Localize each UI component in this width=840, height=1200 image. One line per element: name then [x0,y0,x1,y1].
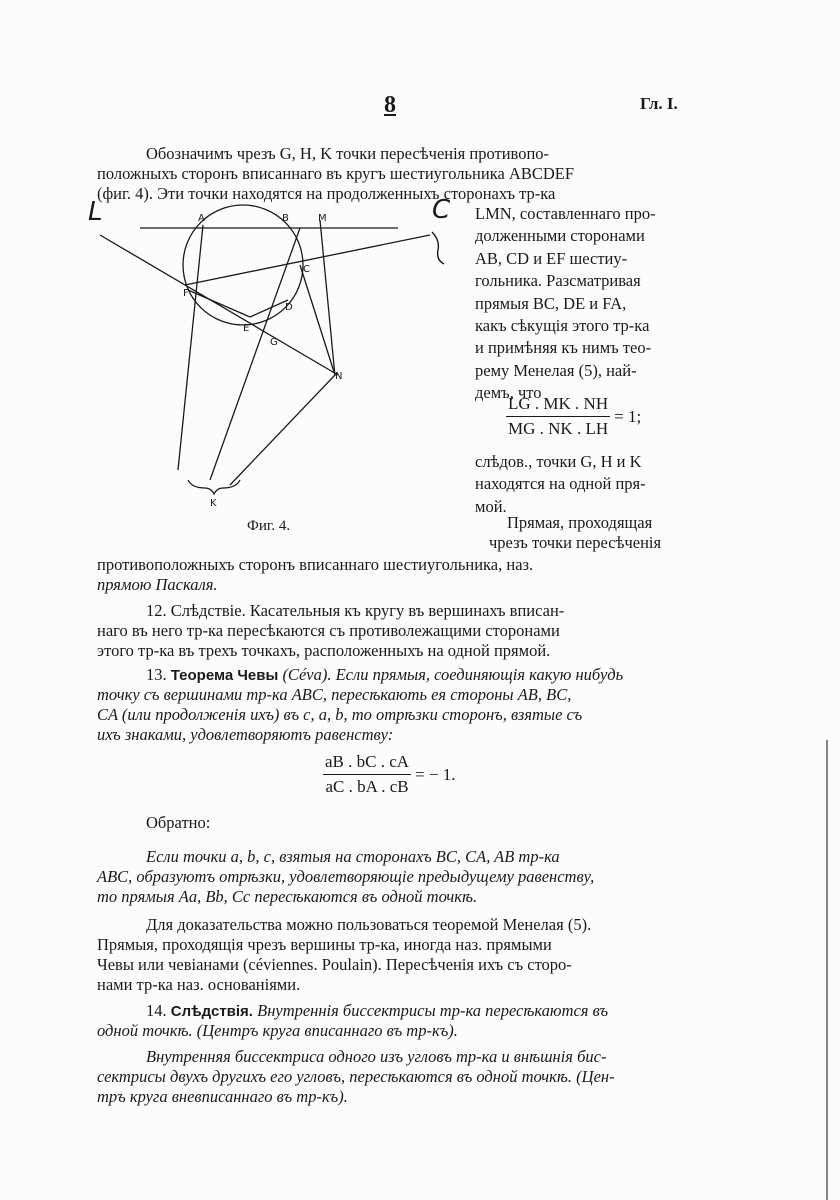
equation-menelaus [506,394,641,439]
right-column-after [475,451,713,518]
label-C: C [303,264,310,275]
after-line-3: мой. [475,496,507,516]
intro-line-2: положныхъ сторонъ вписаннаго въ кругъ шестиугольника ABCDEF [97,164,575,183]
eq2-numerator: aB . bC . cA [325,752,410,771]
figure-4 [80,190,470,520]
right-line-7: и примѣняя къ нимъ тео- [475,338,652,358]
section13-line-3: CA (или продолженія ихъ) въ c, a, b, то отрѣзки сторонъ, взятые съ [97,705,583,724]
after-line-2: находятся на одной пря- [475,474,646,494]
section14-line-2: одной точкѣ. (Центръ круга вписаннаго въ тр-къ). [97,1021,458,1040]
proof-line-4: нами тр-ка наз. основаніями. [97,975,301,994]
section13-title-paren: (Céva). [282,665,332,684]
intro-line-3: (фиг. 4). Эти точки находятся на продолженныхъ сторонахъ тр-ка [97,184,556,203]
section13-number: 13. [146,665,167,684]
intro-line-1: Обозначимъ чрезъ G, H, K точки пересѣченія противопо- [146,144,550,163]
after-line-1: слѣдов., точки G, H и K [475,452,642,471]
right-line-2: долженными сторонами [475,226,645,246]
label-N: N [335,371,343,382]
eq1-rhs: = 1; [614,406,642,426]
label-A: A [198,213,205,224]
eq2-rhs: = − 1. [415,764,456,784]
proof-line-3: Чевы или чевіанами (céviennes. Poulain). Пересѣченія ихъ съ сторо- [97,955,572,974]
proof-line-2: Прямыя, проходящія чрезъ вершины тр-ка, иногда наз. прямыми [97,935,552,954]
section12-line-2: наго въ него тр-ка пересѣкаются съ противолежащими сторонами [97,621,560,640]
right-line-8: рему Менелая (5), най- [475,360,637,380]
section13-statement-1: Если прямыя, соединяющія какую нибудь [335,665,624,684]
annotation-L: L [88,197,103,227]
final-line-2: сектрисы двухъ другихъ его угловъ, пересѣкаются въ одной точкѣ. (Цен- [97,1067,615,1086]
line-FC [185,235,430,285]
section14-title: Слѣдствія. [170,1003,253,1020]
right-line-6: какъ сѣкущія этого тр-ка [475,316,650,336]
equation-ceva [323,752,455,797]
right-line-1: LMN, составленнаго про- [475,204,656,223]
pascal-line-2: чрезъ точки пересѣченія [489,533,662,552]
label-M: M [318,213,327,224]
section13-line-4: ихъ знаками, удовлетворяютъ равенству: [97,725,394,744]
pascal-line-1: Прямая, проходящая [507,513,653,532]
annotation-C: C [432,195,451,225]
final-line-1: Внутренняя биссектриса одного изъ угловъ тр-ка и внѣшнія бис- [146,1047,607,1066]
label-G: G [270,337,278,348]
pascal-term: прямою Паскаля. [97,575,218,594]
right-column-text [475,203,713,405]
eq2-denominator: aC . bA . cB [323,774,410,797]
page-number: 8 [384,92,396,118]
converse-line-3: то прямыя Aa, Bb, Cc пересѣкаются въ одной точкѣ. [97,887,478,906]
line-BK [210,228,300,480]
pascal-line-3: противоположныхъ сторонъ вписаннаго шестиугольника, наз. [97,555,534,574]
chapter-heading: Гл. I. [640,94,678,113]
right-line-3: AB, CD и EF шестиу- [475,248,628,268]
final-line-3: тръ круга вневписаннаго въ тр-къ). [97,1087,348,1106]
line-AF [178,225,203,470]
label-D: D [285,302,293,313]
label-K: K [210,498,217,509]
right-line-9: демъ, что [475,383,542,403]
scan-edge-mark [826,740,828,1200]
section13-line-2: точку съ вершинами тр-ка ABC, пересѣкають ея стороны AB, BC, [97,685,572,704]
annotation-brace [432,232,444,264]
line-NK [230,375,335,485]
converse-line-2: ABC, образуютъ отрѣзки, удовлетворяющіе предыдущему равенству, [97,867,595,886]
right-line-4: гольника. Разсматривая [475,271,641,291]
section12-line-3: этого тр-ка въ трехъ точкахъ, расположенныхъ на одной прямой. [97,641,551,660]
section12-line-1: 12. Слѣдствіе. Касательныя къ кругу въ вершинахъ вписан- [146,601,565,620]
converse-label: Обратно: [146,813,211,832]
eq1-numerator: LG . MK . NH [508,394,609,413]
right-line-5: прямыя BC, DE и FA, [475,293,627,313]
section14-number: 14. [146,1001,167,1020]
section13-title: Теорема Чевы [170,667,279,684]
figure-caption: Фиг. 4. [247,518,291,534]
label-F: F [183,288,189,299]
converse-line-1: Если точки a, b, c, взятыя на сторонахъ BC, CA, AB тр-ка [146,847,560,866]
label-B: B [282,213,289,224]
proof-line-1: Для доказательства можно пользоваться теоремой Менелая (5). [146,915,592,934]
section14-statement-1: Внутреннія биссектрисы тр-ка пересѣкаются въ [257,1001,609,1020]
label-E: E [243,323,250,334]
eq1-denominator: MG . NK . LH [506,416,610,439]
